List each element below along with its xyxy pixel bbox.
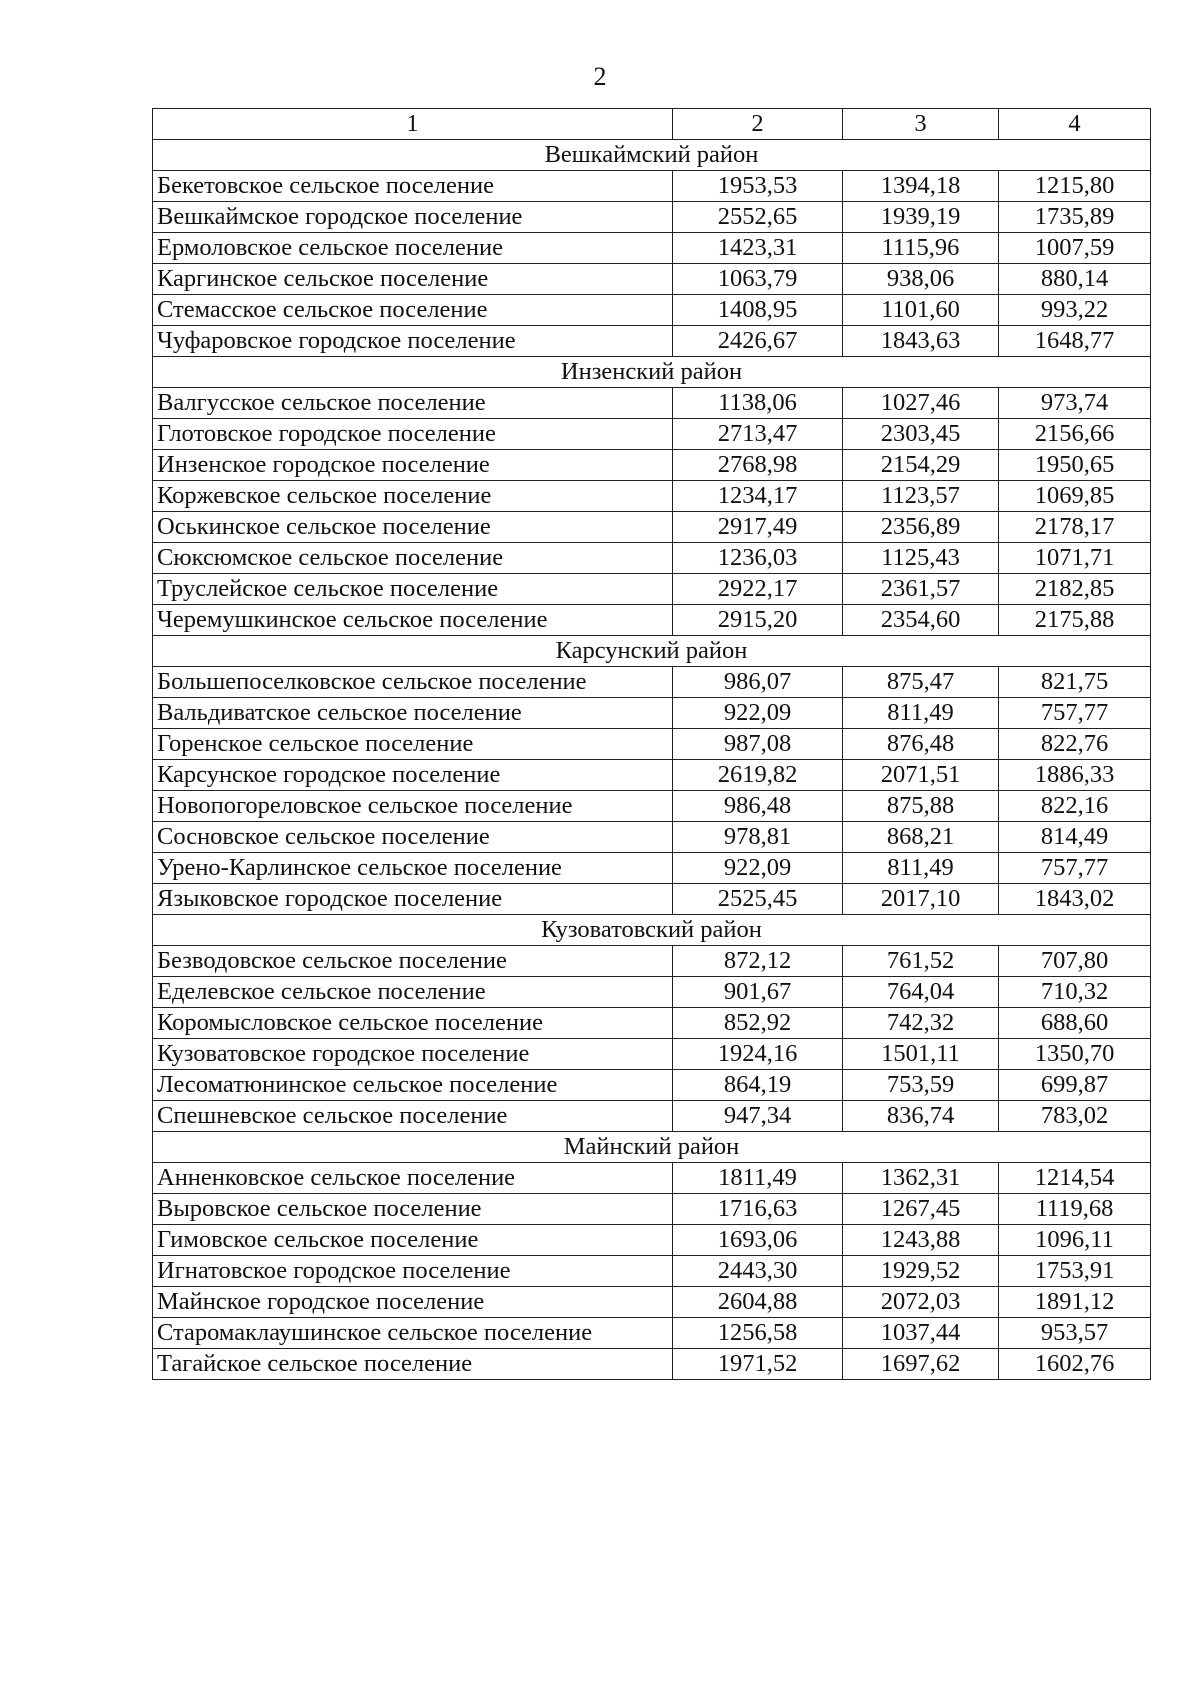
value-col-2: 1924,16	[673, 1039, 843, 1070]
value-col-3: 1267,45	[843, 1194, 999, 1225]
value-col-4: 1069,85	[999, 481, 1151, 512]
table-row	[153, 481, 1151, 512]
value-col-3: 876,48	[843, 729, 999, 760]
settlement-name: Тагайское сельское поселение	[153, 1349, 673, 1380]
value-col-3: 1843,63	[843, 326, 999, 357]
table-row	[153, 791, 1151, 822]
value-col-3: 811,49	[843, 698, 999, 729]
value-col-4: 1350,70	[999, 1039, 1151, 1070]
table-row	[153, 574, 1151, 605]
value-col-2: 922,09	[673, 698, 843, 729]
value-col-4: 821,75	[999, 667, 1151, 698]
settlement-name: Черемушкинское сельское поселение	[153, 605, 673, 636]
value-col-2: 2426,67	[673, 326, 843, 357]
value-col-3: 1037,44	[843, 1318, 999, 1349]
value-col-2: 1811,49	[673, 1163, 843, 1194]
value-col-4: 1735,89	[999, 202, 1151, 233]
value-col-3: 1929,52	[843, 1256, 999, 1287]
settlement-name: Еделевское сельское поселение	[153, 977, 673, 1008]
value-col-4: 688,60	[999, 1008, 1151, 1039]
value-col-2: 1953,53	[673, 171, 843, 202]
value-col-3: 1115,96	[843, 233, 999, 264]
value-col-4: 953,57	[999, 1318, 1151, 1349]
value-col-3: 1394,18	[843, 171, 999, 202]
value-col-2: 1234,17	[673, 481, 843, 512]
settlement-name: Чуфаровское городское поселение	[153, 326, 673, 357]
value-col-4: 699,87	[999, 1070, 1151, 1101]
value-col-3: 2154,29	[843, 450, 999, 481]
value-col-2: 978,81	[673, 822, 843, 853]
value-col-4: 822,76	[999, 729, 1151, 760]
settlement-name: Карсунское городское поселение	[153, 760, 673, 791]
value-col-3: 1123,57	[843, 481, 999, 512]
table-row	[153, 1163, 1151, 1194]
settlement-name: Старомаклаушинское сельское поселение	[153, 1318, 673, 1349]
value-col-4: 1843,02	[999, 884, 1151, 915]
value-col-2: 2713,47	[673, 419, 843, 450]
value-col-3: 1027,46	[843, 388, 999, 419]
column-header-2: 2	[673, 109, 843, 140]
value-col-2: 947,34	[673, 1101, 843, 1132]
value-col-2: 987,08	[673, 729, 843, 760]
column-header-3: 3	[843, 109, 999, 140]
settlement-name: Стемасское сельское поселение	[153, 295, 673, 326]
value-col-2: 901,67	[673, 977, 843, 1008]
value-col-4: 2182,85	[999, 574, 1151, 605]
district-heading: Инзенский район	[153, 357, 1151, 388]
district-heading: Майнский район	[153, 1132, 1151, 1163]
table-row	[153, 543, 1151, 574]
district-heading: Карсунский район	[153, 636, 1151, 667]
value-col-3: 836,74	[843, 1101, 999, 1132]
settlement-name: Языковское городское поселение	[153, 884, 673, 915]
value-col-2: 2768,98	[673, 450, 843, 481]
value-col-2: 2922,17	[673, 574, 843, 605]
table-row	[153, 419, 1151, 450]
value-col-4: 1648,77	[999, 326, 1151, 357]
table-row	[153, 977, 1151, 1008]
value-col-4: 1753,91	[999, 1256, 1151, 1287]
value-col-3: 811,49	[843, 853, 999, 884]
settlement-name: Кузоватовское городское поселение	[153, 1039, 673, 1070]
table-row	[153, 1318, 1151, 1349]
value-col-2: 1693,06	[673, 1225, 843, 1256]
settlement-name: Ермоловское сельское поселение	[153, 233, 673, 264]
table-row	[153, 388, 1151, 419]
settlement-name: Сосновское сельское поселение	[153, 822, 673, 853]
value-col-3: 868,21	[843, 822, 999, 853]
settlement-name: Выровское сельское поселение	[153, 1194, 673, 1225]
district-row	[153, 140, 1151, 171]
table-row	[153, 202, 1151, 233]
table-row	[153, 233, 1151, 264]
settlement-name: Сюксюмское сельское поселение	[153, 543, 673, 574]
settlement-name: Урено-Карлинское сельское поселение	[153, 853, 673, 884]
value-col-3: 753,59	[843, 1070, 999, 1101]
settlement-name: Вешкаймское городское поселение	[153, 202, 673, 233]
settlement-name: Безводовское сельское поселение	[153, 946, 673, 977]
value-col-4: 1602,76	[999, 1349, 1151, 1380]
settlement-name: Новопогореловское сельское поселение	[153, 791, 673, 822]
table-row	[153, 1194, 1151, 1225]
value-col-2: 2604,88	[673, 1287, 843, 1318]
value-col-3: 875,47	[843, 667, 999, 698]
value-col-4: 1119,68	[999, 1194, 1151, 1225]
table-row	[153, 1349, 1151, 1380]
table-row	[153, 884, 1151, 915]
table-row	[153, 760, 1151, 791]
column-header-4: 4	[999, 109, 1151, 140]
table-row	[153, 1225, 1151, 1256]
value-col-2: 1408,95	[673, 295, 843, 326]
table-row	[153, 1008, 1151, 1039]
district-row	[153, 1132, 1151, 1163]
table-row	[153, 1101, 1151, 1132]
value-col-4: 757,77	[999, 698, 1151, 729]
value-col-4: 1214,54	[999, 1163, 1151, 1194]
table-row	[153, 1070, 1151, 1101]
value-col-3: 2361,57	[843, 574, 999, 605]
value-col-3: 1501,11	[843, 1039, 999, 1070]
settlement-name: Труслейское сельское поселение	[153, 574, 673, 605]
table-row	[153, 822, 1151, 853]
district-row	[153, 636, 1151, 667]
settlement-name: Большепоселковское сельское поселение	[153, 667, 673, 698]
table-row	[153, 1256, 1151, 1287]
value-col-2: 986,48	[673, 791, 843, 822]
settlement-name: Оськинское сельское поселение	[153, 512, 673, 543]
value-col-3: 764,04	[843, 977, 999, 1008]
settlement-name: Коржевское сельское поселение	[153, 481, 673, 512]
table-row	[153, 729, 1151, 760]
table-row	[153, 698, 1151, 729]
value-col-2: 1716,63	[673, 1194, 843, 1225]
value-col-4: 1007,59	[999, 233, 1151, 264]
value-col-3: 1362,31	[843, 1163, 999, 1194]
value-col-4: 993,22	[999, 295, 1151, 326]
settlement-name: Горенское сельское поселение	[153, 729, 673, 760]
value-col-3: 2356,89	[843, 512, 999, 543]
district-row	[153, 357, 1151, 388]
value-col-3: 1101,60	[843, 295, 999, 326]
value-col-4: 1886,33	[999, 760, 1151, 791]
district-row	[153, 915, 1151, 946]
value-col-4: 2156,66	[999, 419, 1151, 450]
settlement-name: Глотовское городское поселение	[153, 419, 673, 450]
value-col-2: 872,12	[673, 946, 843, 977]
data-table	[152, 108, 1151, 1380]
table-row	[153, 1039, 1151, 1070]
value-col-2: 1971,52	[673, 1349, 843, 1380]
value-col-2: 1063,79	[673, 264, 843, 295]
value-col-2: 986,07	[673, 667, 843, 698]
settlement-name: Валгусское сельское поселение	[153, 388, 673, 419]
value-col-4: 2175,88	[999, 605, 1151, 636]
value-col-3: 938,06	[843, 264, 999, 295]
value-col-3: 2017,10	[843, 884, 999, 915]
value-col-4: 814,49	[999, 822, 1151, 853]
value-col-4: 1071,71	[999, 543, 1151, 574]
column-header-1: 1	[153, 109, 673, 140]
table-row	[153, 264, 1151, 295]
settlement-name: Коромысловское сельское поселение	[153, 1008, 673, 1039]
value-col-4: 1950,65	[999, 450, 1151, 481]
value-col-3: 875,88	[843, 791, 999, 822]
value-col-3: 2303,45	[843, 419, 999, 450]
value-col-2: 1236,03	[673, 543, 843, 574]
table-row	[153, 1287, 1151, 1318]
settlement-name: Спешневское сельское поселение	[153, 1101, 673, 1132]
value-col-4: 707,80	[999, 946, 1151, 977]
table-row	[153, 326, 1151, 357]
value-col-3: 742,32	[843, 1008, 999, 1039]
value-col-2: 852,92	[673, 1008, 843, 1039]
value-col-4: 1891,12	[999, 1287, 1151, 1318]
page-number: 2	[593, 62, 607, 91]
table-row	[153, 450, 1151, 481]
value-col-4: 822,16	[999, 791, 1151, 822]
header-row	[153, 109, 1151, 140]
settlement-name: Гимовское сельское поселение	[153, 1225, 673, 1256]
value-col-4: 757,77	[999, 853, 1151, 884]
value-col-4: 973,74	[999, 388, 1151, 419]
value-col-2: 2619,82	[673, 760, 843, 791]
value-col-2: 1256,58	[673, 1318, 843, 1349]
value-col-3: 1243,88	[843, 1225, 999, 1256]
value-col-4: 1215,80	[999, 171, 1151, 202]
settlement-name: Анненковское сельское поселение	[153, 1163, 673, 1194]
settlement-name: Игнатовское городское поселение	[153, 1256, 673, 1287]
value-col-4: 880,14	[999, 264, 1151, 295]
table-row	[153, 512, 1151, 543]
table-row	[153, 853, 1151, 884]
table-body	[153, 140, 1151, 1380]
value-col-3: 2071,51	[843, 760, 999, 791]
value-col-3: 1125,43	[843, 543, 999, 574]
value-col-3: 761,52	[843, 946, 999, 977]
settlement-name: Майнское городское поселение	[153, 1287, 673, 1318]
value-col-2: 2443,30	[673, 1256, 843, 1287]
value-col-4: 783,02	[999, 1101, 1151, 1132]
value-col-2: 1138,06	[673, 388, 843, 419]
district-heading: Кузоватовский район	[153, 915, 1151, 946]
table-row	[153, 295, 1151, 326]
value-col-2: 2915,20	[673, 605, 843, 636]
value-col-4: 1096,11	[999, 1225, 1151, 1256]
value-col-2: 1423,31	[673, 233, 843, 264]
settlement-name: Каргинское сельское поселение	[153, 264, 673, 295]
value-col-2: 2552,65	[673, 202, 843, 233]
settlement-name: Лесоматюнинское сельское поселение	[153, 1070, 673, 1101]
table-row	[153, 171, 1151, 202]
table-row	[153, 667, 1151, 698]
settlement-name: Инзенское городское поселение	[153, 450, 673, 481]
settlement-name: Вальдиватское сельское поселение	[153, 698, 673, 729]
value-col-3: 1697,62	[843, 1349, 999, 1380]
value-col-4: 2178,17	[999, 512, 1151, 543]
value-col-2: 2917,49	[673, 512, 843, 543]
value-col-3: 2072,03	[843, 1287, 999, 1318]
district-heading: Вешкаймский район	[153, 140, 1151, 171]
table-row	[153, 605, 1151, 636]
value-col-3: 1939,19	[843, 202, 999, 233]
value-col-3: 2354,60	[843, 605, 999, 636]
value-col-4: 710,32	[999, 977, 1151, 1008]
value-col-2: 2525,45	[673, 884, 843, 915]
table-row	[153, 946, 1151, 977]
value-col-2: 864,19	[673, 1070, 843, 1101]
settlement-name: Бекетовское сельское поселение	[153, 171, 673, 202]
value-col-2: 922,09	[673, 853, 843, 884]
